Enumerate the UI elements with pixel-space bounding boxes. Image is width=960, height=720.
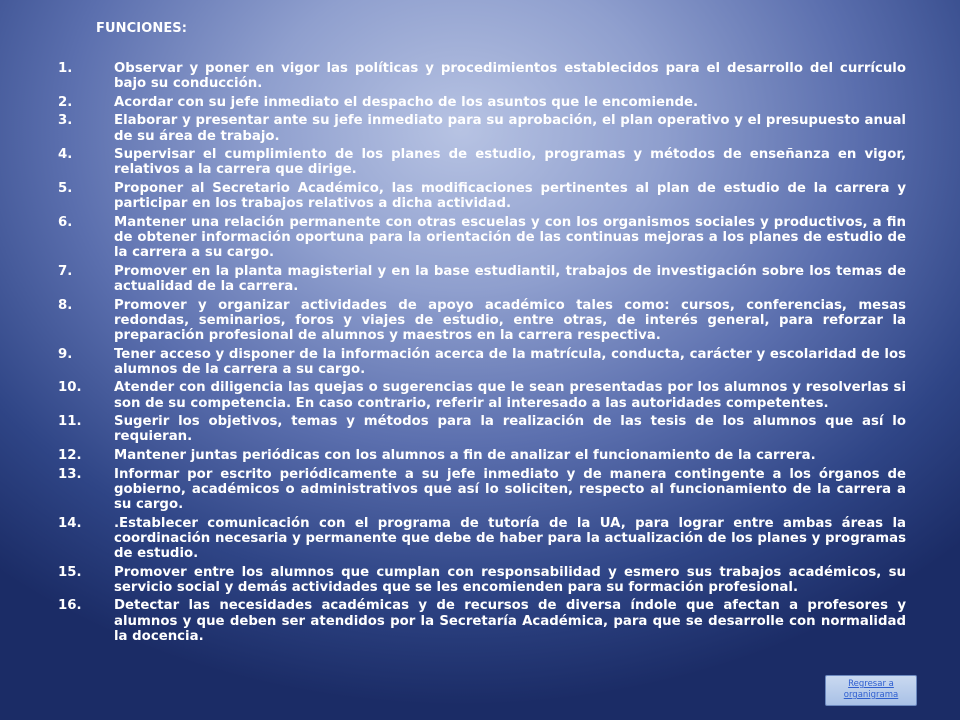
list-item <box>50 181 906 211</box>
list-item <box>50 598 906 644</box>
item-text: Sugerir los objetivos, temas y métodos para la realización de las tesis de los alumnos que así lo requieran. <box>114 414 906 445</box>
list-item <box>50 61 906 91</box>
item-text: .Establecer comunicación con el programa de tutoría de la UA, para lograr entre ambas áreas la coordinación necesaria y permanente que debe de haber para la actualización de los planes y programas de estudio. <box>114 515 906 561</box>
list-item <box>50 347 906 377</box>
item-text: Promover y organizar actividades de apoyo académico tales como: cursos, conferencias, mesas redondas, seminarios, foros y viajes de estudio, entre otras, de interés general, para reforzar la preparación profesional de alumnos y maestros en la carrera respectiva. <box>114 297 906 343</box>
list-item <box>50 565 906 595</box>
item-text: Mantener una relación permanente con otras escuelas y con los organismos sociales y productivos, a fin de obtener información oportuna para la orientación de las continuas mejoras a los planes de estudio de la carrera a su cargo. <box>114 214 906 261</box>
item-text: Elaborar y presentar ante su jefe inmediato para su aprobación, el plan operativo y el presupuesto anual de su área de trabajo. <box>114 113 906 144</box>
item-number: 3. <box>58 113 73 129</box>
item-text: Informar por escrito periódicamente a su jefe inmediato y de manera contingente a los órganos de gobierno, académicos o administrativos que así lo soliciten, respecto al funcionamiento de la carrera a su cargo. <box>114 466 906 512</box>
item-text: Acordar con su jefe inmediato el despacho de los asuntos que le encomiende. <box>114 94 699 110</box>
item-number: 10. <box>58 380 82 396</box>
item-text: Observar y poner en vigor las políticas y procedimientos establecidos para el desarrollo del currículo bajo su conducción. <box>114 61 906 92</box>
item-text: Supervisar el cumplimiento de los planes de estudio, programas y métodos de enseñanza en vigor, relativos a la carrera que dirige. <box>114 147 906 178</box>
functions-list <box>50 61 906 647</box>
item-number: 11. <box>58 414 82 430</box>
back-to-org-chart-button[interactable] <box>825 675 917 706</box>
item-number: 8. <box>58 297 73 313</box>
list-item <box>50 414 906 444</box>
item-number: 16. <box>58 598 82 614</box>
list-item <box>50 264 906 294</box>
list-item <box>50 380 906 410</box>
item-text: Proponer al Secretario Académico, las modificaciones pertinentes al plan de estudio de la carrera y participar en los trabajos relativos a dicha actividad. <box>114 180 906 212</box>
back-button-line2: organigrama <box>843 690 899 700</box>
list-item <box>50 467 906 513</box>
back-button-line1: Regresar a <box>848 679 894 689</box>
item-text: Promover en la planta magisterial y en la base estudiantil, trabajos de investigación sobre los temas de actualidad de la carrera. <box>114 263 906 294</box>
functions-heading: FUNCIONES: <box>96 21 188 36</box>
item-text: Promover entre los alumnos que cumplan con responsabilidad y esmero sus trabajos académicos, su servicio social y demás actividades que se les encomienden para su formación profesional. <box>114 564 906 595</box>
item-number: 12. <box>58 447 82 463</box>
item-number: 15. <box>58 564 82 580</box>
list-item <box>50 147 906 177</box>
list-item <box>50 113 906 143</box>
list-item <box>50 215 906 261</box>
item-number: 2. <box>58 94 73 110</box>
item-number: 9. <box>58 346 73 362</box>
list-item <box>50 516 906 562</box>
item-number: 1. <box>58 61 73 76</box>
item-text: Detectar las necesidades académicas y de recursos de diversa índole que afectan a profesores y alumnos y que deben ser atendidos por la Secretaría Académica, para que se desarrolle con normalidad la docencia. <box>114 598 906 644</box>
item-number: 7. <box>58 263 73 279</box>
item-number: 4. <box>58 147 73 163</box>
item-text: Mantener juntas periódicas con los alumnos a fin de analizar el funcionamiento de la carrera. <box>114 447 816 463</box>
item-text: Atender con diligencia las quejas o sugerencias que le sean presentadas por los alumnos y resolverlas si son de su competencia. En caso contrario, referir al interesado a las autoridades competentes. <box>114 380 906 411</box>
item-text: Tener acceso y disponer de la información acerca de la matrícula, conducta, carácter y escolaridad de los alumnos de la carrera a su cargo. <box>114 346 906 377</box>
item-number: 14. <box>58 515 82 531</box>
list-item <box>50 298 906 344</box>
item-number: 13. <box>58 466 82 482</box>
list-item <box>50 95 906 110</box>
item-number: 6. <box>58 214 73 230</box>
list-item <box>50 448 906 463</box>
item-number: 5. <box>58 180 73 196</box>
